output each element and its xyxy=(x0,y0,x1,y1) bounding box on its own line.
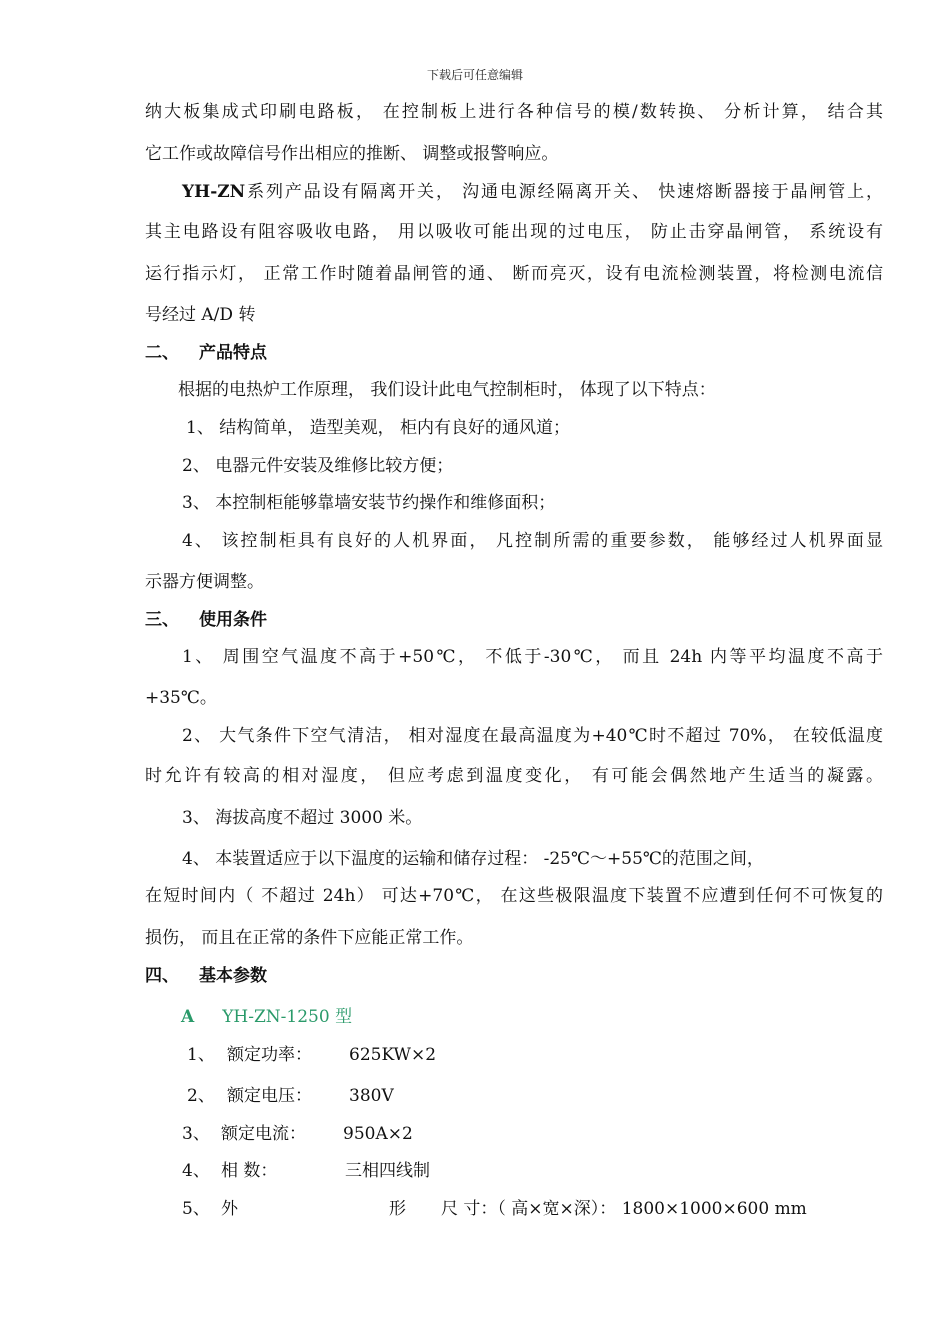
param-number: 5、 xyxy=(182,1199,210,1219)
param-number: 2、 xyxy=(187,1086,215,1106)
param-label: 形 xyxy=(389,1199,406,1219)
page-header: 下载后可任意编辑 xyxy=(426,68,523,82)
paragraph-line: 号经过 A/D 转 xyxy=(145,305,256,325)
section-heading xyxy=(145,964,267,988)
param-label: 额定电流： xyxy=(221,1124,306,1144)
paragraph-line: 根据的电热炉工作原理， 我们设计此电气控制柜时， 体现了以下特点： xyxy=(178,380,716,400)
param-label: 额定电压： xyxy=(227,1086,312,1106)
paragraph-line: 1、 周围空气温度不高于+50℃， 不低于-30℃， 而且 24h 内等平均温度不高于 xyxy=(182,647,883,667)
list-item: 1、 结构简单， 造型美观， 柜内有良好的通风道； xyxy=(186,418,571,438)
model-title xyxy=(181,1005,352,1029)
section-title: 使用条件 xyxy=(199,610,267,630)
param-label: 外 xyxy=(221,1199,238,1219)
param-value: 三相四线制 xyxy=(345,1161,430,1181)
paragraph-line: 时允许有较高的相对湿度， 但应考虑到温度变化， 有可能会偶然地产生适当的凝露。 xyxy=(145,766,883,786)
model-letter: A xyxy=(181,1007,195,1027)
param-row xyxy=(0,1159,950,1183)
param-value: 625KW×2 xyxy=(349,1045,437,1065)
section-title: 基本参数 xyxy=(199,966,267,986)
section-number: 二、 xyxy=(145,343,179,363)
paragraph-line: 2、 大气条件下空气清洁， 相对湿度在最高温度为+40℃时不超过 70%， 在较低温度 xyxy=(182,726,883,746)
paragraph-line: 示器方便调整。 xyxy=(145,572,264,592)
section-heading xyxy=(145,341,267,365)
param-label: 尺 寸：（ 高×宽×深）： 1800×1000×600 mm xyxy=(441,1199,807,1219)
section-number: 三、 xyxy=(145,610,179,630)
param-number: 1、 xyxy=(187,1045,215,1065)
section-heading xyxy=(145,608,267,632)
product-brand: YH-ZN xyxy=(182,182,246,202)
section-number: 四、 xyxy=(145,966,179,986)
paragraph-line: +35℃。 xyxy=(145,688,217,708)
paragraph-line: 4、 本装置适应于以下温度的运输和储存过程： -25℃～+55℃的范围之间， xyxy=(182,849,764,869)
paragraph-text: 系列产品设有隔离开关， 沟通电源经隔离开关、 快速熔断器接于晶闸管上， xyxy=(245,182,883,202)
section-title: 产品特点 xyxy=(199,343,267,363)
paragraph-line: 运行指示灯， 正常工作时随着晶闸管的通、 断而亮灭，设有电流检测装置，将检测电流信 xyxy=(145,264,883,284)
list-item: 2、 电器元件安装及维修比较方便； xyxy=(182,456,454,476)
paragraph-line: 损伤， 而且在正常的条件下应能正常工作。 xyxy=(145,928,474,948)
paragraph-line: 在短时间内（ 不超过 24h） 可达+70℃， 在这些极限温度下装置不应遭到任何不可恢复的 xyxy=(145,886,883,906)
param-row xyxy=(0,1043,950,1067)
param-value: 950A×2 xyxy=(343,1124,413,1144)
param-label: 相 数： xyxy=(221,1161,278,1181)
paragraph-line: 它工作或故障信号作出相应的推断、 调整或报警响应。 xyxy=(145,144,559,164)
paragraph-line: 纳大板集成式印刷电路板， 在控制板上进行各种信号的模/数转换、 分析计算， 结合其 xyxy=(145,102,883,122)
param-row xyxy=(0,1197,950,1221)
paragraph-line: 3、 海拔高度不超过 3000 米。 xyxy=(182,808,423,828)
list-item: 4、 该控制柜具有良好的人机界面， 凡控制所需的重要参数， 能够经过人机界面显 xyxy=(182,531,883,551)
model-name: YH-ZN-1250 型 xyxy=(222,1007,353,1027)
paragraph-line xyxy=(182,180,883,204)
param-value: 380V xyxy=(349,1086,394,1106)
param-label: 额定功率： xyxy=(227,1045,312,1065)
param-number: 4、 xyxy=(182,1161,210,1181)
param-row xyxy=(0,1084,950,1108)
param-number: 3、 xyxy=(182,1124,210,1144)
param-row xyxy=(0,1122,950,1146)
paragraph-line: 其主电路设有阻容吸收电路， 用以吸收可能出现的过电压， 防止击穿晶闸管， 系统设有 xyxy=(145,222,883,242)
list-item: 3、 本控制柜能够靠墙安装节约操作和维修面积； xyxy=(182,493,556,513)
